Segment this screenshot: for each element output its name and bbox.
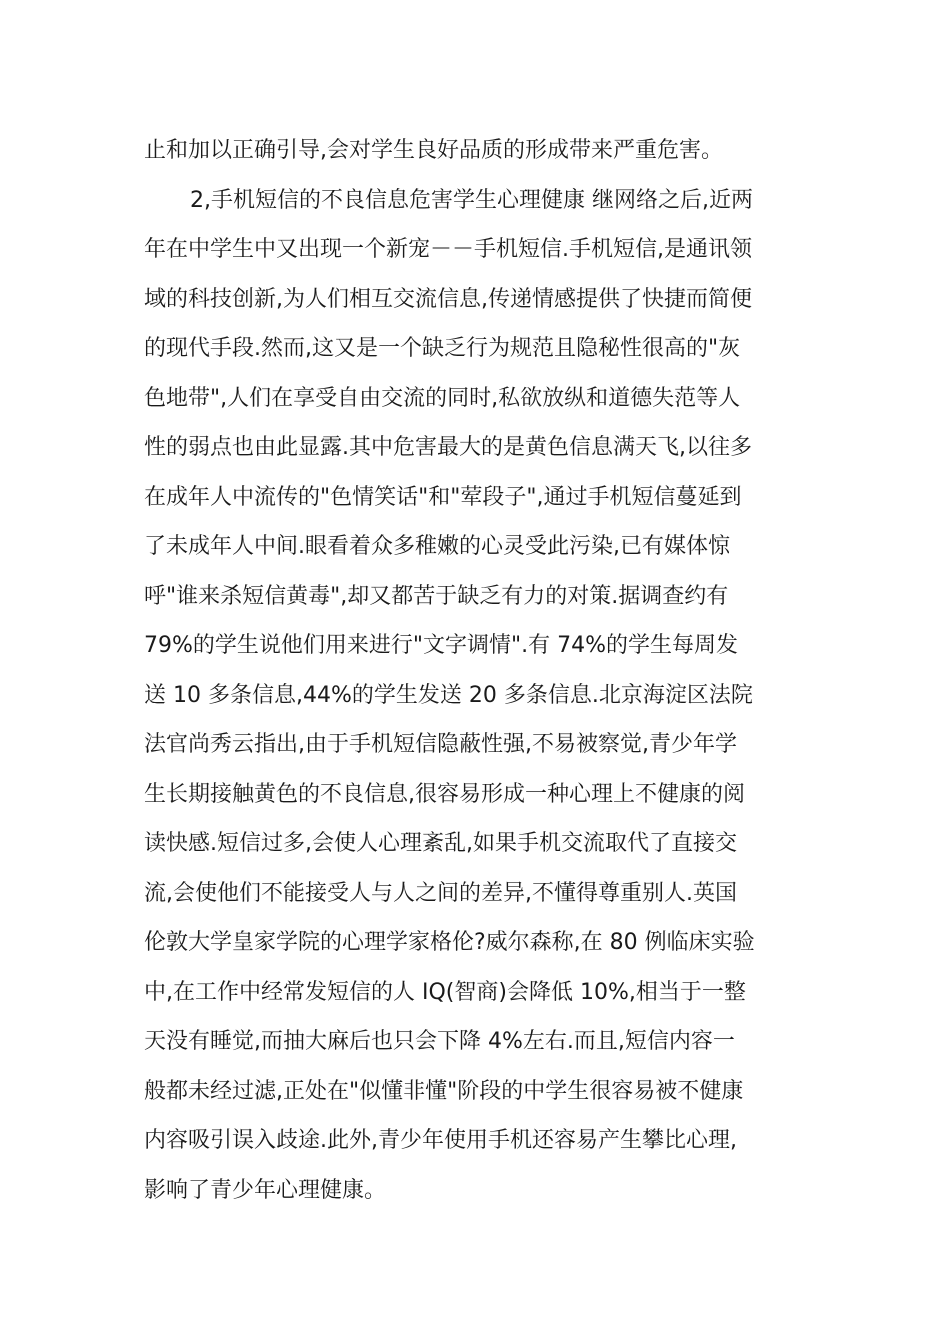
text-line: 送 10 多条信息,44%的学生发送 20 多条信息.北京海淀区法院 (144, 682, 753, 708)
text-line: 流,会使他们不能接受人与人之间的差异,不懂得尊重别人.英国 (144, 880, 737, 906)
text-line: 了未成年人中间.眼看着众多稚嫩的心灵受此污染,已有媒体惊 (144, 534, 730, 559)
text-line: 的现代手段.然而,这又是一个缺乏行为规范且隐秘性很高的"灰 (144, 336, 741, 361)
text-line: 天没有睡觉,而抽大麻后也只会下降 4%左右.而且,短信内容一 (144, 1029, 735, 1054)
text-line: 年在中学生中又出现一个新宠－－手机短信.手机短信,是通讯领 (144, 237, 752, 262)
text-line: 79%的学生说他们用来进行"文字调情".有 74%的学生每周发 (144, 633, 739, 658)
text-line: 生长期接触黄色的不良信息,很容易形成一种心理上不健康的阅 (144, 781, 745, 807)
text-line: 影响了青少年心理健康。 (144, 1177, 387, 1203)
text-line: 内容吸引误入歧途.此外,青少年使用手机还容易产生攀比心理, (144, 1128, 737, 1153)
text-line: 域的科技创新,为人们相互交流信息,传递情感提供了快捷而简便 (144, 286, 752, 312)
text-line: 中,在工作中经常发短信的人 IQ(智商)会降低 10%,相当于一整 (144, 979, 746, 1005)
text-line: 性的弱点也由此显露.其中危害最大的是黄色信息满天飞,以往多 (144, 435, 752, 460)
paragraph-start-line: 2,手机短信的不良信息危害学生心理健康 继网络之后,近两 (190, 187, 753, 213)
text-line: 伦敦大学皇家学院的心理学家格伦?威尔森称,在 80 例临床实验 (144, 930, 755, 955)
text-line: 法官尚秀云指出,由于手机短信隐蔽性强,不易被察觉,青少年学 (144, 732, 737, 757)
text-line: 般都未经过滤,正处在"似懂非懂"阶段的中学生很容易被不健康 (144, 1078, 744, 1104)
text-line: 呼"谁来杀短信黄毒",却又都苦于缺乏有力的对策.据调查约有 (144, 583, 729, 609)
text-line: 止和加以正确引导,会对学生良好品质的形成带来严重危害。 (144, 138, 723, 163)
text-line: 读快感.短信过多,会使人心理紊乱,如果手机交流取代了直接交 (144, 831, 737, 856)
document-body (144, 126, 814, 1215)
text-line: 在成年人中流传的"色情笑话"和"荤段子",通过手机短信蔓延到 (144, 484, 742, 510)
text-line: 色地带",人们在享受自由交流的同时,私欲放纵和道德失范等人 (144, 385, 741, 411)
